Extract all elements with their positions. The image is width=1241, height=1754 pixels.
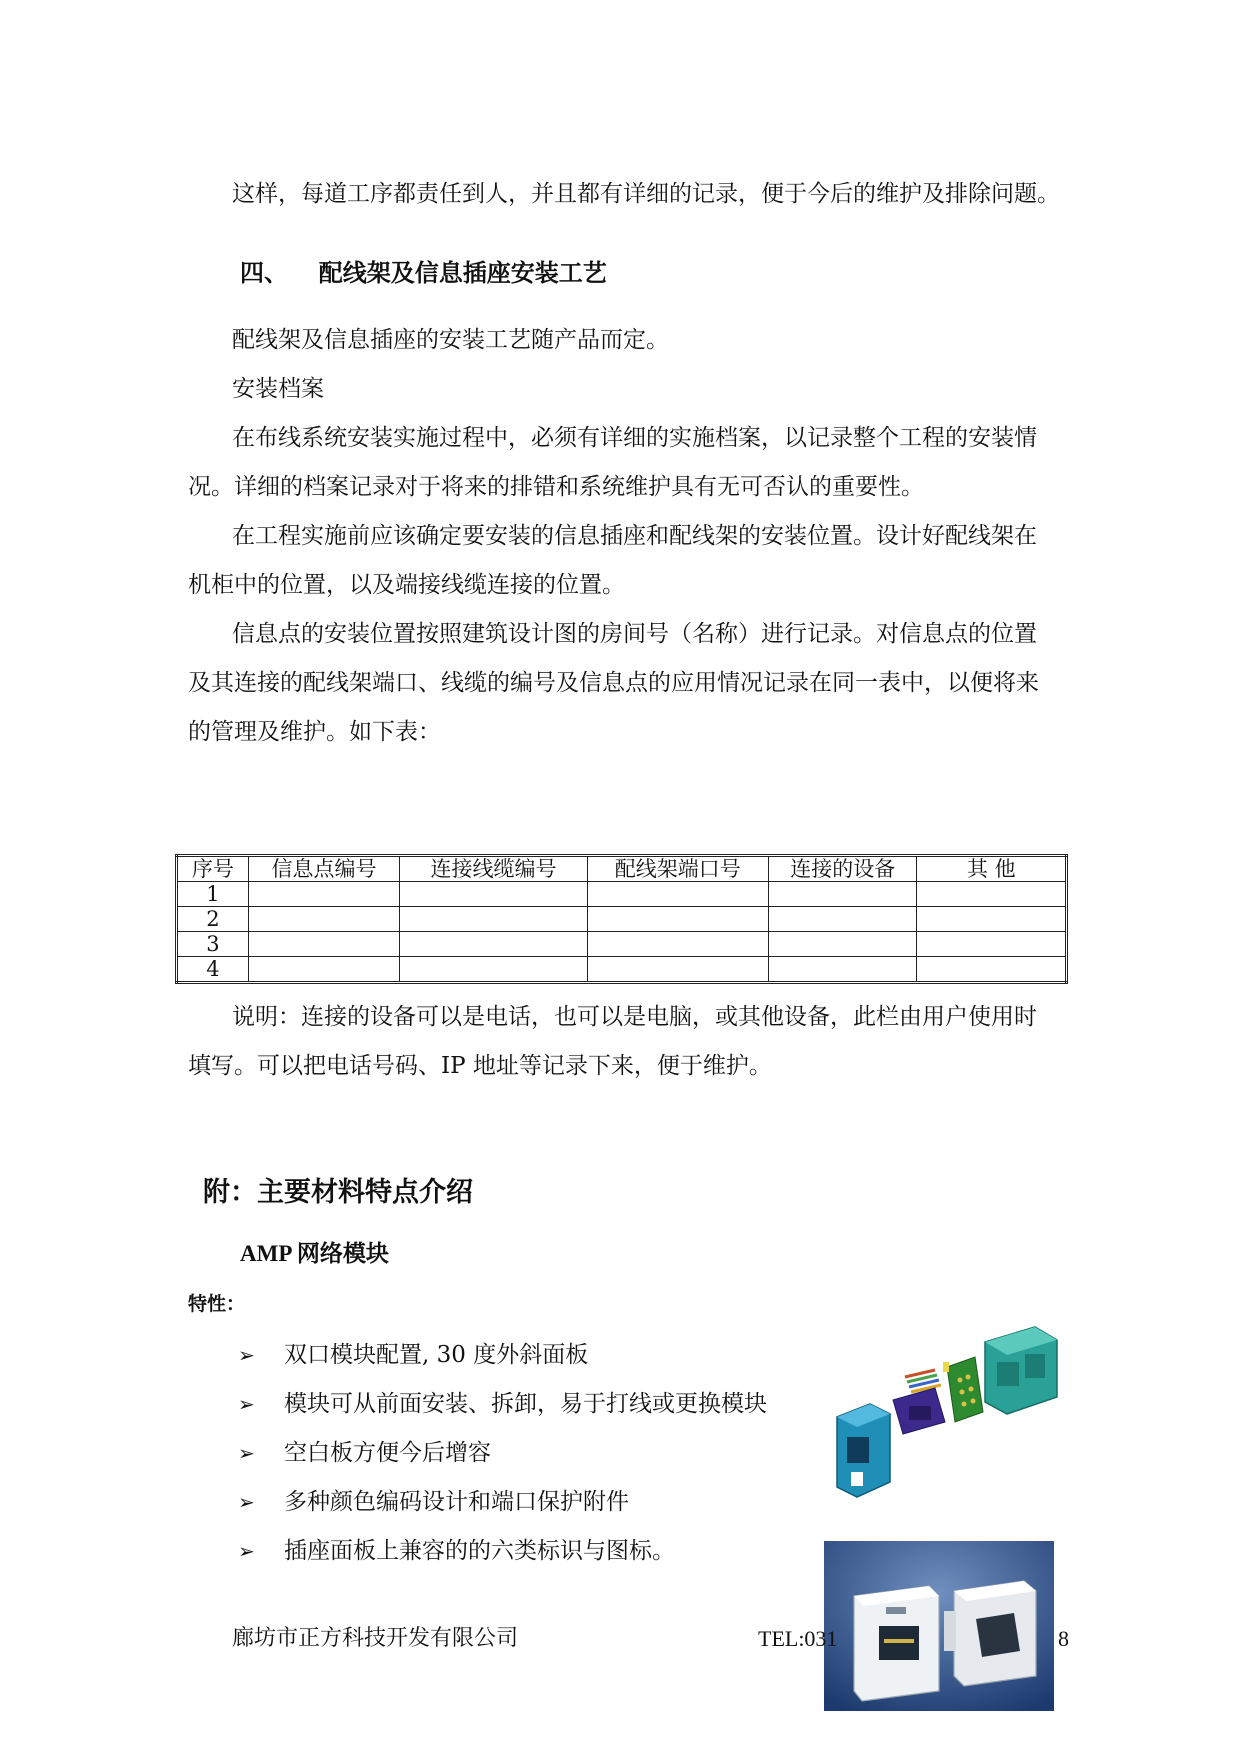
table-header-row bbox=[177, 856, 1067, 882]
white-jack-left bbox=[854, 1586, 939, 1701]
arrow-bullet-icon: ➢ bbox=[238, 1490, 255, 1514]
arrow-bullet-icon: ➢ bbox=[238, 1392, 255, 1416]
feature-item: ➢ 空白板方便今后增容 bbox=[238, 1440, 491, 1466]
section-number: 四、 bbox=[240, 259, 288, 287]
footer-page-number: 8 bbox=[1058, 1626, 1069, 1651]
arrow-bullet-icon: ➢ bbox=[238, 1539, 255, 1563]
feature-item: ➢ 双口模块配置, 30 度外斜面板 bbox=[238, 1342, 589, 1368]
paragraph-3: 安装档案 bbox=[232, 376, 324, 402]
appendix-title: 附：主要材料特点介绍 bbox=[203, 1177, 473, 1208]
paragraph-6-line-1: 信息点的安装位置按照建筑设计图的房间号（名称）进行记录。对信息点的位置 bbox=[232, 621, 1037, 647]
note-line-1: 说明：连接的设备可以是电话，也可以是电脑，或其他设备，此栏由用户使用时 bbox=[232, 1004, 1037, 1030]
header-cell: 连接的设备 bbox=[768, 856, 916, 882]
header-cell: 其 他 bbox=[917, 856, 1067, 882]
feature-item: ➢ 插座面板上兼容的的六类标识与图标。 bbox=[238, 1538, 675, 1564]
header-cell: 序号 bbox=[177, 856, 249, 882]
footer-tel: TEL:031 bbox=[758, 1626, 838, 1651]
footer-company: 廊坊市正方科技开发有限公司 bbox=[232, 1626, 519, 1651]
table-row bbox=[177, 932, 1067, 957]
header-cell: 连接线缆编号 bbox=[400, 856, 587, 882]
table-row bbox=[177, 907, 1067, 932]
row-number: 2 bbox=[177, 907, 249, 932]
paragraph-4-line-1: 在布线系统安装实施过程中，必须有详细的实施档案，以记录整个工程的安装情 bbox=[232, 425, 1037, 451]
green-circuit-board bbox=[943, 1357, 983, 1422]
feature-item: ➢ 多种颜色编码设计和端口保护附件 bbox=[238, 1489, 629, 1515]
arrow-bullet-icon: ➢ bbox=[238, 1441, 255, 1465]
note-line-2: 填写。可以把电话号码、IP 地址等记录下来，便于维护。 bbox=[188, 1053, 772, 1079]
paragraph-6-line-2: 及其连接的配线架端口、线缆的编号及信息点的应用情况记录在同一表中，以便将来 bbox=[188, 670, 1039, 696]
paragraph-5-line-2: 机柜中的位置，以及端接线缆连接的位置。 bbox=[188, 572, 625, 598]
teal-housing-back bbox=[985, 1327, 1057, 1414]
row-number: 3 bbox=[177, 932, 249, 957]
module-product-photo bbox=[824, 1541, 1054, 1711]
paragraph-6-line-3: 的管理及维护。如下表： bbox=[188, 719, 441, 745]
header-cell: 配线架端口号 bbox=[587, 856, 768, 882]
white-jack-right bbox=[944, 1581, 1036, 1686]
paragraph-2: 配线架及信息插座的安装工艺随产品而定。 bbox=[232, 327, 669, 353]
row-number: 4 bbox=[177, 957, 249, 983]
section-title: 配线架及信息插座安装工艺 bbox=[318, 259, 607, 287]
record-table bbox=[175, 854, 1068, 984]
feature-item: ➢ 模块可从前面安装、拆卸，易于打线或更换模块 bbox=[238, 1391, 767, 1417]
paragraph-4-line-2: 况。详细的档案记录对于将来的排错和系统维护具有无可否认的重要性。 bbox=[188, 474, 924, 500]
section-heading bbox=[240, 253, 607, 288]
cyan-faceplate bbox=[837, 1404, 890, 1497]
purple-jack-body bbox=[893, 1388, 945, 1434]
module-exploded-illustration bbox=[835, 1322, 1060, 1507]
paragraph-5-line-1: 在工程实施前应该确定要安装的信息插座和配线架的安装位置。设计好配线架在 bbox=[232, 523, 1037, 549]
table-row bbox=[177, 882, 1067, 907]
row-number: 1 bbox=[177, 882, 249, 907]
header-cell: 信息点编号 bbox=[248, 856, 399, 882]
table-row bbox=[177, 957, 1067, 983]
amp-title: AMP 网络模块 bbox=[240, 1241, 389, 1266]
features-label: 特性： bbox=[188, 1293, 246, 1315]
arrow-bullet-icon: ➢ bbox=[238, 1343, 255, 1367]
paragraph-1: 这样，每道工序都责任到人，并且都有详细的记录，便于今后的维护及排除问题。 bbox=[232, 181, 1060, 207]
